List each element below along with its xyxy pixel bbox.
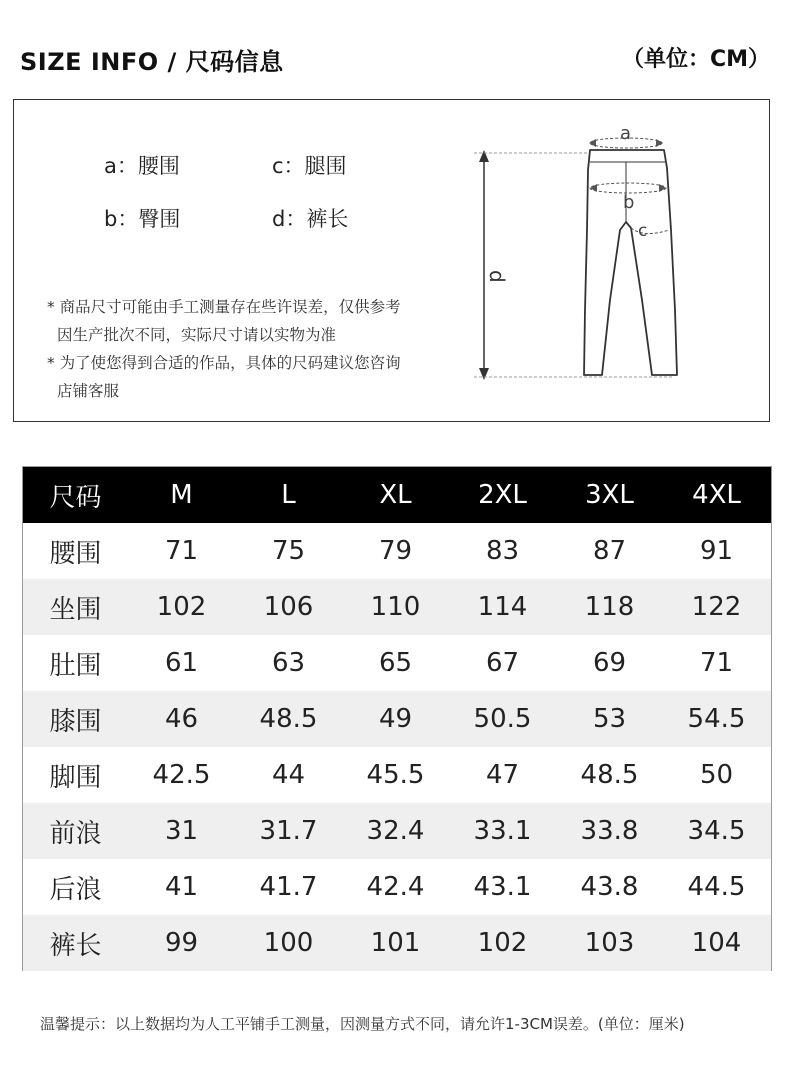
note-line: * 商品尺寸可能由手工测量存在些许误差，仅供参考 [47, 298, 401, 316]
table-cell: 118 [584, 592, 635, 622]
pants-diagram-icon [474, 110, 724, 410]
table-cell: 31 [164, 816, 199, 846]
page-title: SIZE INFO / 尺码信息 [20, 48, 284, 76]
label-b: b [623, 192, 635, 213]
measurement-info-box [13, 99, 770, 422]
table-cell: 71 [164, 536, 199, 566]
table-cell: 110 [370, 592, 421, 622]
row-label: 坐围 [49, 594, 102, 625]
table-cell: 45.5 [366, 760, 425, 790]
table-cell: 47 [485, 760, 520, 790]
header-cell: M [170, 480, 193, 510]
header-cell: 4XL [692, 480, 741, 510]
table-cell: 71 [699, 648, 734, 678]
label-a: a [620, 123, 632, 144]
table-cell: 46 [164, 704, 199, 734]
table-cell: 65 [378, 648, 413, 678]
table-cell: 44 [271, 760, 306, 790]
row-label: 后浪 [49, 874, 102, 905]
row-label: 前浪 [49, 818, 102, 849]
table-cell: 48.5 [259, 704, 318, 734]
table-cell: 102 [156, 592, 207, 622]
table-row [23, 635, 771, 691]
table-row [23, 859, 771, 915]
table-cell: 50 [699, 760, 734, 790]
table-cell: 104 [691, 928, 742, 958]
table-cell: 99 [164, 928, 199, 958]
table-row [23, 747, 771, 803]
table-cell: 114 [477, 592, 528, 622]
table-cell: 122 [691, 592, 742, 622]
table-cell: 33.8 [580, 816, 639, 846]
label-c: c [638, 221, 648, 241]
note-line: * 为了使您得到合适的作品，具体的尺码建议您咨询 [47, 354, 401, 372]
table-cell: 48.5 [580, 760, 639, 790]
table-cell: 100 [263, 928, 314, 958]
table-row [23, 691, 771, 747]
table-row [23, 803, 771, 859]
legend-length: d：裤长 [272, 207, 349, 231]
row-label: 脚围 [49, 762, 102, 793]
row-label: 腰围 [49, 538, 102, 569]
table-cell: 42.4 [366, 872, 425, 902]
page-header [20, 42, 770, 78]
table-cell: 32.4 [366, 816, 425, 846]
table-cell: 50.5 [473, 704, 532, 734]
header-cell: 3XL [585, 480, 634, 510]
table-cell: 106 [263, 592, 314, 622]
table-cell: 41 [164, 872, 199, 902]
table-cell: 69 [592, 648, 627, 678]
note-line: 店铺客服 [57, 382, 120, 400]
table-cell: 75 [271, 536, 306, 566]
table-cell: 83 [485, 536, 520, 566]
table-cell: 43.8 [580, 872, 639, 902]
row-label: 裤长 [49, 930, 102, 961]
label-d: d [485, 270, 509, 283]
table-cell: 63 [271, 648, 306, 678]
table-row [23, 579, 771, 635]
table-cell: 33.1 [473, 816, 532, 846]
header-cell: L [281, 480, 296, 510]
table-row [23, 523, 771, 579]
table-header-row [23, 467, 771, 523]
table-cell: 103 [584, 928, 635, 958]
table-cell: 91 [699, 536, 734, 566]
table-cell: 54.5 [687, 704, 746, 734]
legend-waist: a：腰围 [104, 154, 180, 178]
table-cell: 61 [164, 648, 199, 678]
row-label: 肚围 [49, 650, 102, 681]
note-line: 因生产批次不同，实际尺寸请以实物为准 [57, 326, 337, 344]
table-cell: 67 [485, 648, 520, 678]
table-row [23, 915, 771, 971]
table-cell: 43.1 [473, 872, 532, 902]
header-cell: XL [379, 480, 412, 510]
legend-thigh: c：腿围 [272, 154, 347, 178]
unit-label: （单位：CM） [621, 47, 770, 72]
header-cell: 2XL [478, 480, 527, 510]
measurement-notes [47, 293, 467, 405]
table-cell: 41.7 [259, 872, 318, 902]
size-table [22, 466, 772, 971]
table-cell: 31.7 [259, 816, 318, 846]
table-cell: 49 [378, 704, 413, 734]
footer-note: 温馨提示：以上数据均为人工平铺手工测量，因测量方式不同，请允许1-3CM误差。(单位：厘米) [40, 1015, 685, 1033]
table-cell: 101 [370, 928, 421, 958]
legend-hip: b：臀围 [104, 207, 181, 231]
table-cell: 53 [592, 704, 627, 734]
table-cell: 42.5 [152, 760, 211, 790]
table-cell: 44.5 [687, 872, 746, 902]
row-label: 膝围 [49, 706, 102, 737]
header-cell: 尺码 [49, 482, 102, 513]
table-cell: 87 [592, 536, 627, 566]
table-cell: 102 [477, 928, 528, 958]
table-cell: 34.5 [687, 816, 746, 846]
table-cell: 79 [378, 536, 413, 566]
